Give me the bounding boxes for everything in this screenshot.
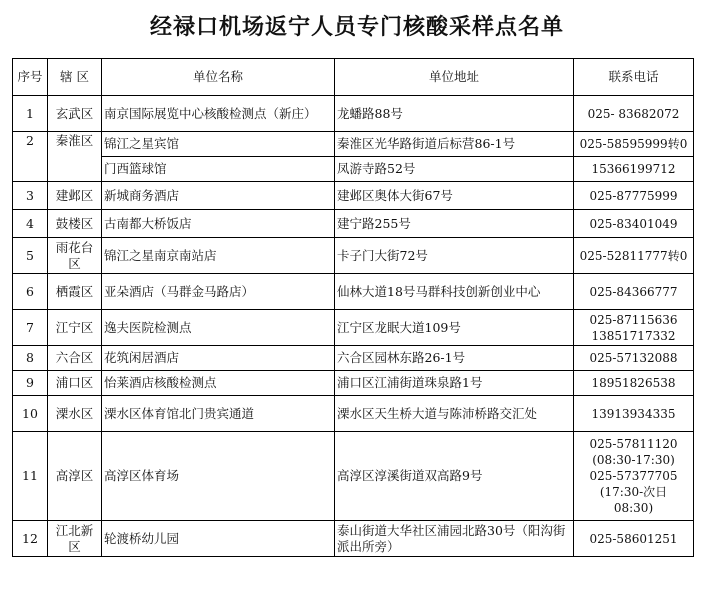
row-phone (574, 274, 694, 310)
header-phone: 联系电话 (574, 59, 694, 96)
table-row (13, 396, 694, 432)
row-unit: 溧水区体育馆北门贵宾通道 (102, 396, 335, 432)
table-row (13, 310, 694, 346)
row-phone (574, 238, 694, 274)
table-row (13, 132, 694, 157)
table-row (13, 96, 694, 132)
row-district: 溧水区 (48, 396, 102, 432)
row-unit: 锦江之星南京南站店 (102, 238, 335, 274)
phone-line: 025- 83682072 (587, 106, 680, 121)
page-title: 经禄口机场返宁人员专门核酸采样点名单 (149, 15, 564, 40)
row-district: 鼓楼区 (48, 210, 102, 238)
row-address: 溧水区天生桥大道与陈沛桥路交汇处 (335, 396, 574, 432)
header-no: 序号 (13, 59, 48, 96)
row-address: 龙蟠路88号 (335, 96, 574, 132)
phone-line: 025-87115636 (589, 312, 678, 327)
row-unit: 南京国际展览中心核酸检测点（新庄） (102, 96, 335, 132)
row-district: 浦口区 (48, 371, 102, 396)
row-phone (574, 371, 694, 396)
row-district: 江宁区 (48, 310, 102, 346)
row-phone (574, 310, 694, 346)
header-unit: 单位名称 (102, 59, 335, 96)
header-address: 单位地址 (335, 59, 574, 96)
row-phone (574, 396, 694, 432)
table-row (13, 274, 694, 310)
header-district: 辖 区 (48, 59, 102, 96)
row-address: 浦口区江浦街道珠泉路1号 (335, 371, 574, 396)
table-row (13, 432, 694, 521)
row-phone (574, 157, 694, 182)
row-no: 12 (13, 521, 48, 557)
row-address: 高淳区淳溪街道双高路9号 (335, 432, 574, 521)
phone-line: 13913934335 (591, 406, 676, 421)
table-row (13, 210, 694, 238)
table-row (13, 182, 694, 210)
row-district: 雨花台区 (48, 238, 102, 274)
row-district: 秦淮区 (48, 132, 102, 182)
row-no: 8 (13, 346, 48, 371)
phone-line: 025-52811777转0 (579, 248, 688, 263)
row-address: 仙林大道18号马群科技创新创业中心 (335, 274, 574, 310)
phone-line: 025-57377705 (589, 469, 678, 483)
phone-line: 025-57132088 (589, 351, 678, 365)
row-phone (574, 521, 694, 557)
row-phone (574, 96, 694, 132)
phone-line: 025-58595999转0 (579, 137, 688, 151)
row-address: 泰山街道大华社区浦园北路30号（阳沟街派出所旁） (335, 521, 574, 557)
table-row (13, 238, 694, 274)
row-unit: 花筑闲居酒店 (102, 346, 335, 371)
row-no: 11 (13, 432, 48, 521)
phone-line: 18951826538 (591, 376, 676, 390)
phone-line: 15366199712 (591, 162, 676, 176)
row-address: 江宁区龙眠大道109号 (335, 310, 574, 346)
row-district: 江北新区 (48, 521, 102, 557)
row-phone (574, 132, 694, 157)
phone-hours: 08:30) (613, 501, 654, 515)
row-no: 4 (13, 210, 48, 238)
phone-line: 025-87775999 (589, 188, 678, 203)
row-unit: 亚朵酒店（马群金马路店） (102, 274, 335, 310)
table-header-row (13, 59, 694, 96)
row-no: 3 (13, 182, 48, 210)
row-no: 7 (13, 310, 48, 346)
row-address: 六合区园林东路26-1号 (335, 346, 574, 371)
phone-hours: (17:30-次日 (599, 485, 668, 499)
row-phone (574, 182, 694, 210)
row-no: 2 (13, 132, 48, 182)
row-unit: 高淳区体育场 (102, 432, 335, 521)
phone-line: 025-84366777 (589, 284, 678, 299)
row-unit: 轮渡桥幼儿园 (102, 521, 335, 557)
row-no: 9 (13, 371, 48, 396)
row-district: 建邺区 (48, 182, 102, 210)
row-no: 6 (13, 274, 48, 310)
table-row (13, 157, 694, 182)
phone-line: 025-57811120 (589, 437, 678, 451)
row-phone (574, 346, 694, 371)
table-row (13, 346, 694, 371)
phone-hours: (08:30-17:30) (592, 453, 675, 467)
row-phone (574, 432, 694, 521)
row-address: 卡子门大街72号 (335, 238, 574, 274)
row-unit: 门西篮球馆 (102, 157, 335, 182)
row-no: 10 (13, 396, 48, 432)
sampling-sites-table (12, 58, 694, 557)
row-district: 栖霞区 (48, 274, 102, 310)
row-unit: 古南都大桥饭店 (102, 210, 335, 238)
phone-line: 025-83401049 (589, 216, 678, 231)
row-unit: 锦江之星宾馆 (102, 132, 335, 157)
row-no: 1 (13, 96, 48, 132)
row-address: 凤游寺路52号 (335, 157, 574, 182)
row-no: 5 (13, 238, 48, 274)
table-row (13, 371, 694, 396)
row-phone (574, 210, 694, 238)
table-row (13, 521, 694, 557)
row-address: 建邺区奥体大街67号 (335, 182, 574, 210)
row-district: 玄武区 (48, 96, 102, 132)
row-unit: 逸夫医院检测点 (102, 310, 335, 346)
row-address: 秦淮区光华路街道后标营86-1号 (335, 132, 574, 157)
phone-line: 13851717332 (591, 328, 676, 343)
row-district: 高淳区 (48, 432, 102, 521)
phone-line: 025-58601251 (589, 531, 678, 546)
row-district: 六合区 (48, 346, 102, 371)
row-unit: 怡莱酒店核酸检测点 (102, 371, 335, 396)
row-address: 建宁路255号 (335, 210, 574, 238)
row-unit: 新城商务酒店 (102, 182, 335, 210)
